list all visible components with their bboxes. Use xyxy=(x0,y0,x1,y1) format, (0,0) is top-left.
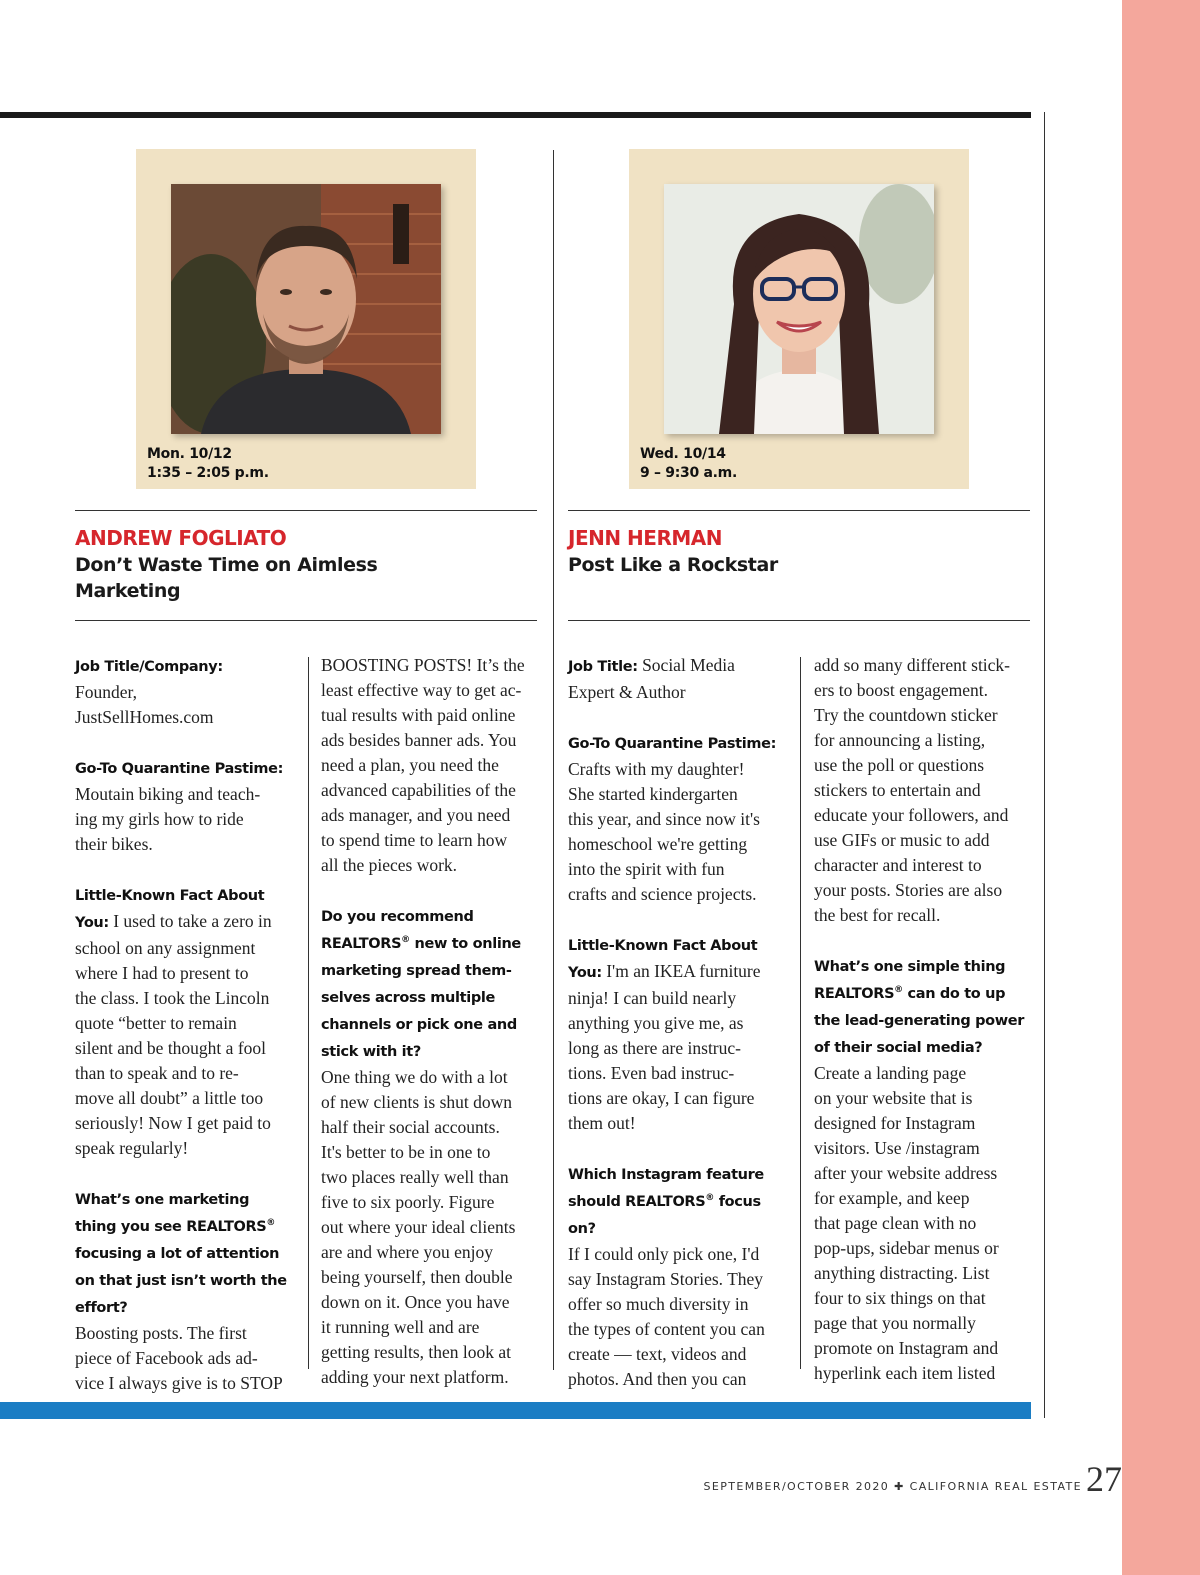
body-line: say Instagram Stories. They xyxy=(568,1269,764,1289)
right-speaker-name: JENN HERMAN xyxy=(568,526,722,550)
body-line: anything you give me, as xyxy=(568,1013,744,1033)
right-date: Wed. 10/14 xyxy=(640,446,726,462)
body-line: offer so much diversity in xyxy=(568,1294,749,1314)
body-line: homeschool we're getting xyxy=(568,834,748,854)
paragraph-gap xyxy=(568,1136,790,1161)
question-line: Go-To Quarantine Pastime: xyxy=(568,736,777,752)
question-line: Little-Known Fact About xyxy=(75,888,265,904)
question-line: should REALTORS® focus xyxy=(568,1193,761,1210)
jenn-herman-photo xyxy=(664,184,934,434)
body-line: of new clients is shut down xyxy=(321,1092,513,1112)
question-line: What’s one simple thing xyxy=(814,959,1006,975)
left-date: Mon. 10/12 xyxy=(147,446,232,462)
body-line: it running well and are xyxy=(321,1317,480,1337)
body-line: adding your next platform. xyxy=(321,1367,509,1387)
body-line: hyperlink each item listed xyxy=(814,1363,996,1383)
body-line: to spend time to learn how xyxy=(321,830,508,850)
question-line: What’s one marketing xyxy=(75,1192,250,1208)
body-line: use GIFs or music to add xyxy=(814,830,990,850)
question-line: marketing spread them- xyxy=(321,963,512,979)
body-line: long as there are instruc- xyxy=(568,1038,741,1058)
left-header-rule-top xyxy=(75,510,537,511)
question-line: on? xyxy=(568,1221,596,1237)
right-column-divider xyxy=(800,657,801,1369)
top-rule xyxy=(0,112,1031,118)
question-line: of their social media? xyxy=(814,1040,983,1056)
body-line: need a plan, you need the xyxy=(321,755,499,775)
question-label: You: xyxy=(75,915,109,931)
body-line: tual results with paid online xyxy=(321,705,516,725)
body-line: visitors. Use /instagram xyxy=(814,1138,980,1158)
right-column-1 xyxy=(568,653,790,1392)
body-line: your posts. Stories are also xyxy=(814,880,1003,900)
body-line: school on any assignment xyxy=(75,938,256,958)
left-photo-frame xyxy=(136,149,476,489)
body-line: this year, and since now it's xyxy=(568,809,760,829)
body-line: crafts and science projects. xyxy=(568,884,757,904)
question-line: channels or pick one and xyxy=(321,1017,517,1033)
left-column-divider xyxy=(308,657,309,1369)
question-line: Do you recommend xyxy=(321,909,474,925)
right-header-rule-bottom xyxy=(568,620,1030,621)
body-line: getting results, then look at xyxy=(321,1342,512,1362)
left-time: 1:35 – 2:05 p.m. xyxy=(147,465,269,481)
answer-line: You: I'm an IKEA furniture xyxy=(568,961,761,981)
body-line: If I could only pick one, I'd xyxy=(568,1244,760,1264)
body-line: their bikes. xyxy=(75,834,153,854)
answer-line: Job Title: Social Media xyxy=(568,655,735,675)
body-line: piece of Facebook ads ad- xyxy=(75,1348,258,1368)
body-line: Expert & Author xyxy=(568,682,686,702)
body-line: after your website address xyxy=(814,1163,998,1183)
body-line: stickers to entertain and xyxy=(814,780,981,800)
question-line: selves across multiple xyxy=(321,990,495,1006)
body-line: the best for recall. xyxy=(814,905,941,925)
body-line: BOOSTING POSTS! It’s the xyxy=(321,655,525,675)
body-line: seriously! Now I get paid to xyxy=(75,1113,271,1133)
question-line: REALTORS® can do to up xyxy=(814,985,1006,1002)
body-line: page that you normally xyxy=(814,1313,976,1333)
body-line: ers to boost engagement. xyxy=(814,680,988,700)
body-line: Moutain biking and teach- xyxy=(75,784,261,804)
body-line: speak regularly! xyxy=(75,1138,189,1158)
body-line: ninja! I can build nearly xyxy=(568,988,737,1008)
left-title-line1: Don’t Waste Time on Aimless xyxy=(75,554,378,576)
right-time: 9 – 9:30 a.m. xyxy=(640,465,737,481)
question-label: You: xyxy=(568,965,602,981)
body-line: promote on Instagram and xyxy=(814,1338,999,1358)
body-line: Boosting posts. The first xyxy=(75,1323,247,1343)
body-line: Founder, xyxy=(75,682,138,702)
body-line: than to speak and to re- xyxy=(75,1063,239,1083)
body-line: It's better to be in one to xyxy=(321,1142,491,1162)
body-line: ing my girls how to ride xyxy=(75,809,244,829)
question-line: Job Title/Company: xyxy=(75,659,223,675)
question-line: stick with it? xyxy=(321,1044,421,1060)
right-session-time xyxy=(640,445,737,483)
body-line: them out! xyxy=(568,1113,636,1133)
body-line: anything distracting. List xyxy=(814,1263,990,1283)
body-line: ads besides banner ads. You xyxy=(321,730,517,750)
question-line: Little-Known Fact About xyxy=(568,938,758,954)
body-line: quote “better to remain xyxy=(75,1013,237,1033)
body-line: Try the countdown sticker xyxy=(814,705,998,725)
body-line: character and interest to xyxy=(814,855,982,875)
body-line: all the pieces work. xyxy=(321,855,458,875)
body-line: ads manager, and you need xyxy=(321,805,511,825)
body-line: She started kindergarten xyxy=(568,784,738,804)
andrew-fogliato-photo xyxy=(171,184,441,434)
body-line: the class. I took the Lincoln xyxy=(75,988,270,1008)
right-rule xyxy=(1044,112,1045,1418)
paragraph-gap xyxy=(814,928,1036,953)
left-column-1 xyxy=(75,653,297,1396)
body-line: where I had to present to xyxy=(75,963,249,983)
question-line: thing you see REALTORS® xyxy=(75,1218,276,1235)
body-line: JustSellHomes.com xyxy=(75,707,214,727)
body-line: five to six poorly. Figure xyxy=(321,1192,495,1212)
paragraph-gap xyxy=(321,878,543,903)
left-session-time xyxy=(147,445,269,483)
body-line: that page clean with no xyxy=(814,1213,977,1233)
body-line: into the spirit with fun xyxy=(568,859,725,879)
paragraph-gap xyxy=(568,907,790,932)
question-line: on that just isn’t worth the xyxy=(75,1273,287,1289)
body-line: half their social accounts. xyxy=(321,1117,500,1137)
body-line: least effective way to get ac- xyxy=(321,680,522,700)
question-line: Go-To Quarantine Pastime: xyxy=(75,761,284,777)
right-header-rule-top xyxy=(568,510,1030,511)
answer-line: You: I used to take a zero in xyxy=(75,911,272,931)
bottom-color-bar xyxy=(0,1402,1031,1419)
body-line: designed for Instagram xyxy=(814,1113,976,1133)
body-line: being yourself, then double xyxy=(321,1267,513,1287)
body-line: add so many different stick- xyxy=(814,655,1011,675)
body-line: use the poll or questions xyxy=(814,755,985,775)
question-line: the lead-generating power xyxy=(814,1013,1025,1029)
paragraph-gap xyxy=(75,857,297,882)
body-line: on your website that is xyxy=(814,1088,973,1108)
left-title-line2: Marketing xyxy=(75,580,181,602)
body-line: photos. And then you can xyxy=(568,1369,747,1389)
center-divider xyxy=(553,150,554,1370)
body-line: create — text, videos and xyxy=(568,1344,747,1364)
body-line: advanced capabilities of the xyxy=(321,780,516,800)
body-line: silent and be thought a fool xyxy=(75,1038,267,1058)
question-line: REALTORS® new to online xyxy=(321,935,521,952)
footer-issue-line: SEPTEMBER/OCTOBER 2020 ✚ CALIFORNIA REAL ESTATE xyxy=(703,1480,1082,1493)
body-line: Create a landing page xyxy=(814,1063,967,1083)
paragraph-gap xyxy=(75,730,297,755)
right-column-2 xyxy=(814,653,1036,1386)
right-session-title xyxy=(568,552,1028,578)
body-line: move all doubt” a little too xyxy=(75,1088,264,1108)
right-title-line1: Post Like a Rockstar xyxy=(568,554,778,576)
paragraph-gap xyxy=(75,1161,297,1186)
body-line: vice I always give is to STOP xyxy=(75,1373,283,1393)
body-line: out where your ideal clients xyxy=(321,1217,516,1237)
question-line: Which Instagram feature xyxy=(568,1167,764,1183)
left-column-2 xyxy=(321,653,543,1390)
body-line: four to six things on that xyxy=(814,1288,986,1308)
body-line: two places really well than xyxy=(321,1167,509,1187)
paragraph-gap xyxy=(568,705,790,730)
body-line: pop-ups, sidebar menus or xyxy=(814,1238,999,1258)
question-line: focusing a lot of attention xyxy=(75,1246,280,1262)
body-line: tions. Even bad instruc- xyxy=(568,1063,735,1083)
question-line: effort? xyxy=(75,1300,128,1316)
side-color-bar xyxy=(1122,0,1200,1575)
left-header-rule-bottom xyxy=(75,620,537,621)
right-photo-frame xyxy=(629,149,969,489)
body-line: One thing we do with a lot xyxy=(321,1067,508,1087)
body-line: Crafts with my daughter! xyxy=(568,759,745,779)
body-line: for announcing a listing, xyxy=(814,730,986,750)
body-line: tions are okay, I can figure xyxy=(568,1088,755,1108)
body-line: are and where you enjoy xyxy=(321,1242,494,1262)
page-number: 27 xyxy=(1086,1459,1122,1499)
question-label: Job Title: xyxy=(568,659,638,675)
body-line: educate your followers, and xyxy=(814,805,1009,825)
body-line: for example, and keep xyxy=(814,1188,970,1208)
left-speaker-name: ANDREW FOGLIATO xyxy=(75,526,287,550)
left-session-title xyxy=(75,552,535,604)
body-line: down on it. Once you have xyxy=(321,1292,510,1312)
body-line: the types of content you can xyxy=(568,1319,765,1339)
